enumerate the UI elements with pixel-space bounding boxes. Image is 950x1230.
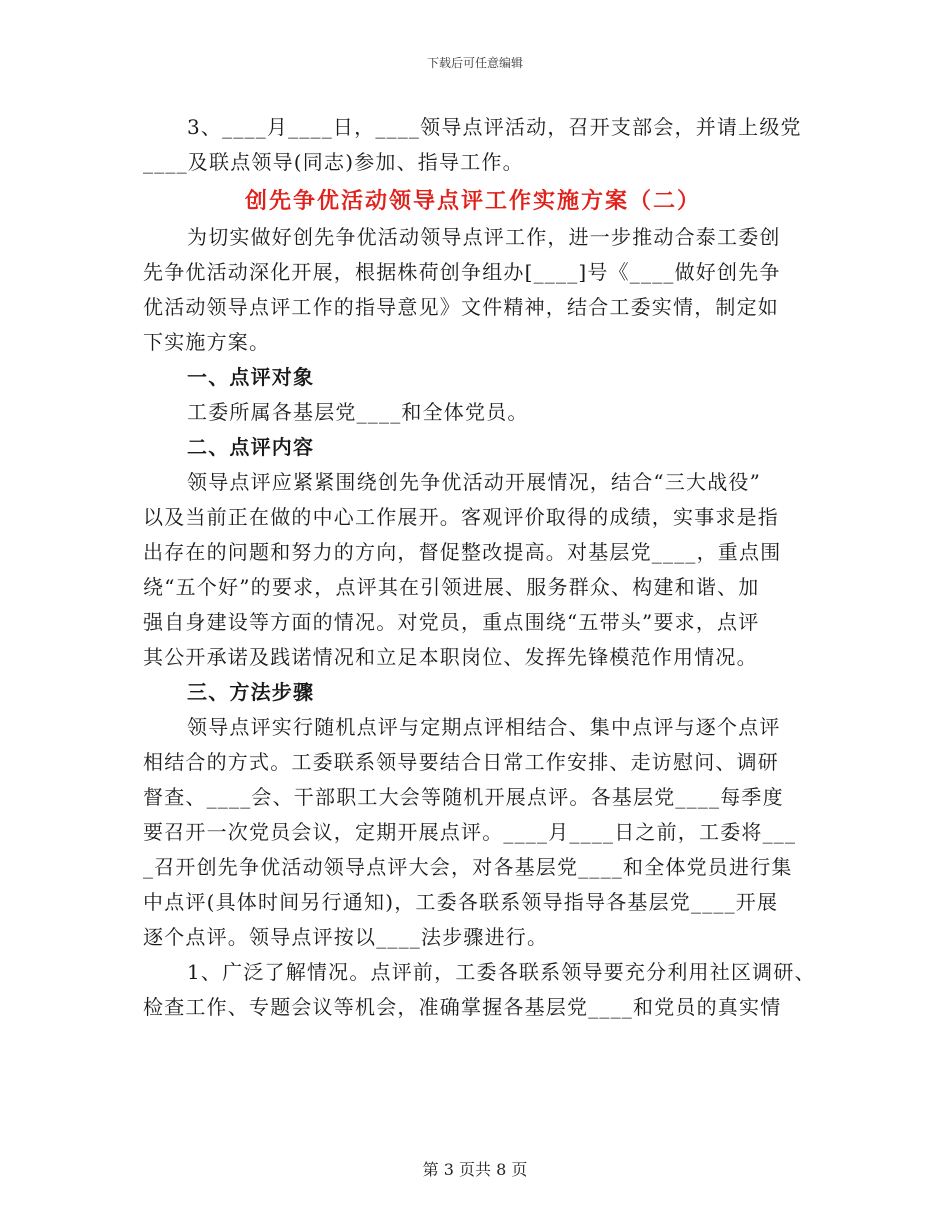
section-heading: 一、点评对象 bbox=[187, 365, 315, 389]
paragraph-line: 绕“五个好”的要求，点评其在引领进展、服务群众、构建和谐、加 bbox=[143, 575, 760, 599]
paragraph-line: 逐个点评。领导点评按以____法步骤进行。 bbox=[143, 925, 549, 949]
paragraph-line: 出存在的问题和努力的方向，督促整改提高。对基层党____，重点围 bbox=[143, 540, 782, 564]
paragraph-line: 领导点评实行随机点评与定期点评相结合、集中点评与逐个点评 bbox=[187, 715, 781, 739]
paragraph-line: 督查、____会、干部职工大会等随机开展点评。各基层党____每季度 bbox=[143, 785, 784, 809]
paragraph-line: 为切实做好创先争优活动领导点评工作，进一步推动合泰工委创 bbox=[187, 225, 781, 249]
paragraph-line: ____及联点领导(同志)参加、指导工作。 bbox=[143, 150, 524, 174]
paragraph-line: 其公开承诺及践诺情况和立足本职岗位、发挥先锋模范作用情况。 bbox=[143, 645, 758, 669]
paragraph-line: 相结合的方式。工委联系领导要结合日常工作安排、走访慰问、调研 bbox=[143, 750, 779, 774]
document-body bbox=[143, 110, 816, 1025]
paragraph-line: 要召开一次党员会议，定期开展点评。____月____日之前，工委将___ bbox=[143, 820, 797, 844]
paragraph-line: 检查工作、专题会议等机会，准确掌握各基层党____和党员的真实情 bbox=[143, 995, 782, 1019]
paragraph-line: 工委所属各基层党____和全体党员。 bbox=[187, 400, 529, 424]
document-title: 创先争优活动领导点评工作实施方案（二） bbox=[244, 188, 701, 214]
paragraph-line: 领导点评应紧紧围绕创先争优活动开展情况，结合“三大战役” bbox=[187, 470, 762, 494]
paragraph-line: 优活动领导点评工作的指导意见》文件精神，结合工委实情，制定如 bbox=[143, 295, 779, 319]
paragraph-line: 3、____月____日，____领导点评活动，召开支部会，并请上级党 bbox=[187, 115, 802, 139]
header-note: 下载后可任意编辑 bbox=[426, 56, 523, 70]
section-heading: 二、点评内容 bbox=[187, 435, 315, 459]
paragraph-line: 1、广泛了解情况。点评前，工委各联系领导要充分利用社区调研、 bbox=[187, 960, 816, 984]
paragraph-line: 中点评(具体时间另行通知)，工委各联系领导指导各基层党____开展 bbox=[143, 890, 779, 914]
page-number: 第 3 页共 8 页 bbox=[422, 1160, 528, 1179]
paragraph-line: 下实施方案。 bbox=[143, 330, 271, 354]
paragraph-line: 先争优活动深化开展，根据株荷创争组办[____]号《____做好创先争 bbox=[143, 260, 781, 284]
paragraph-line: 强自身建设等方面的情况。对党员，重点围绕“五带头”要求，点评 bbox=[143, 610, 760, 634]
paragraph-line: 以及当前正在做的中心工作展开。客观评价取得的成绩，实事求是指 bbox=[143, 505, 779, 529]
paragraph-line: _召开创先争优活动领导点评大会，对各基层党____和全体党员进行集 bbox=[143, 855, 793, 879]
section-heading: 三、方法步骤 bbox=[187, 680, 315, 704]
